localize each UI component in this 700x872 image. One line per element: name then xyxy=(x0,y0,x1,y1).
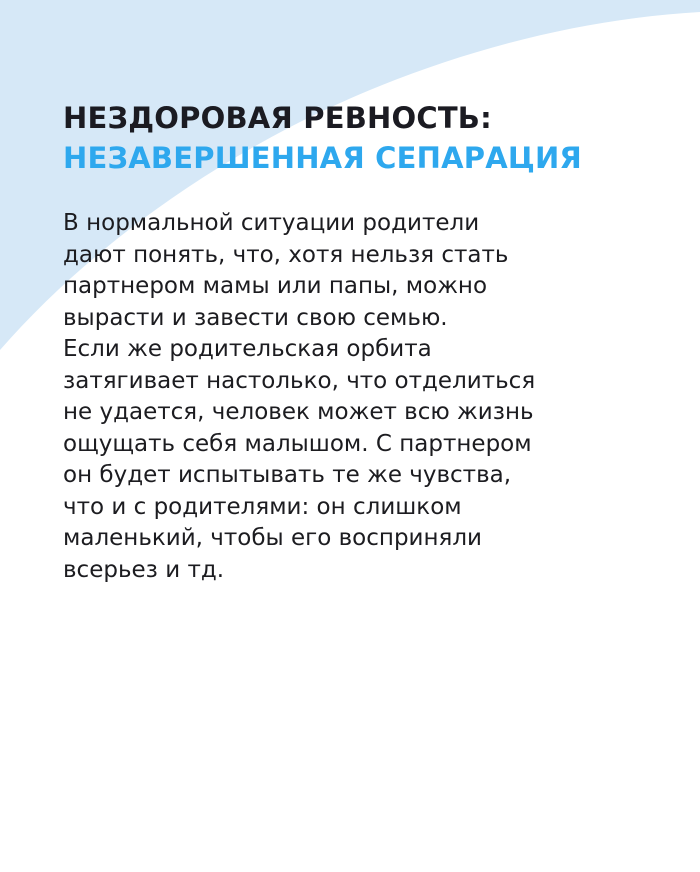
body-line: что и с родителями: он слишком xyxy=(63,493,462,520)
body-paragraph xyxy=(63,208,673,586)
body-line: маленький, чтобы его восприняли xyxy=(63,525,483,551)
body-line: всерьез и тд. xyxy=(63,556,225,583)
body-line: вырасти и завести свою семью. xyxy=(63,304,448,331)
body-line: ощущать себя малышом. С партнером xyxy=(63,430,532,457)
body-line: дают понять, что, хотя нельзя стать xyxy=(63,241,509,268)
body-line: затягивает настолько, что отделиться xyxy=(63,367,536,394)
body-line: В нормальной ситуации родители xyxy=(63,210,480,236)
body-line: он будет испытывать те же чувства, xyxy=(63,462,512,488)
body-line: не удается, человек может всю жизнь xyxy=(63,399,534,425)
title-line-primary: НЕЗДОРОВАЯ РЕВНОСТЬ: xyxy=(63,101,492,135)
body-line: Если же родительская орбита xyxy=(63,336,432,362)
title-line-accent: НЕЗАВЕРШЕННАЯ СЕПАРАЦИЯ xyxy=(63,141,582,175)
page-title xyxy=(63,98,582,178)
body-line: партнером мамы или папы, можно xyxy=(63,273,488,299)
